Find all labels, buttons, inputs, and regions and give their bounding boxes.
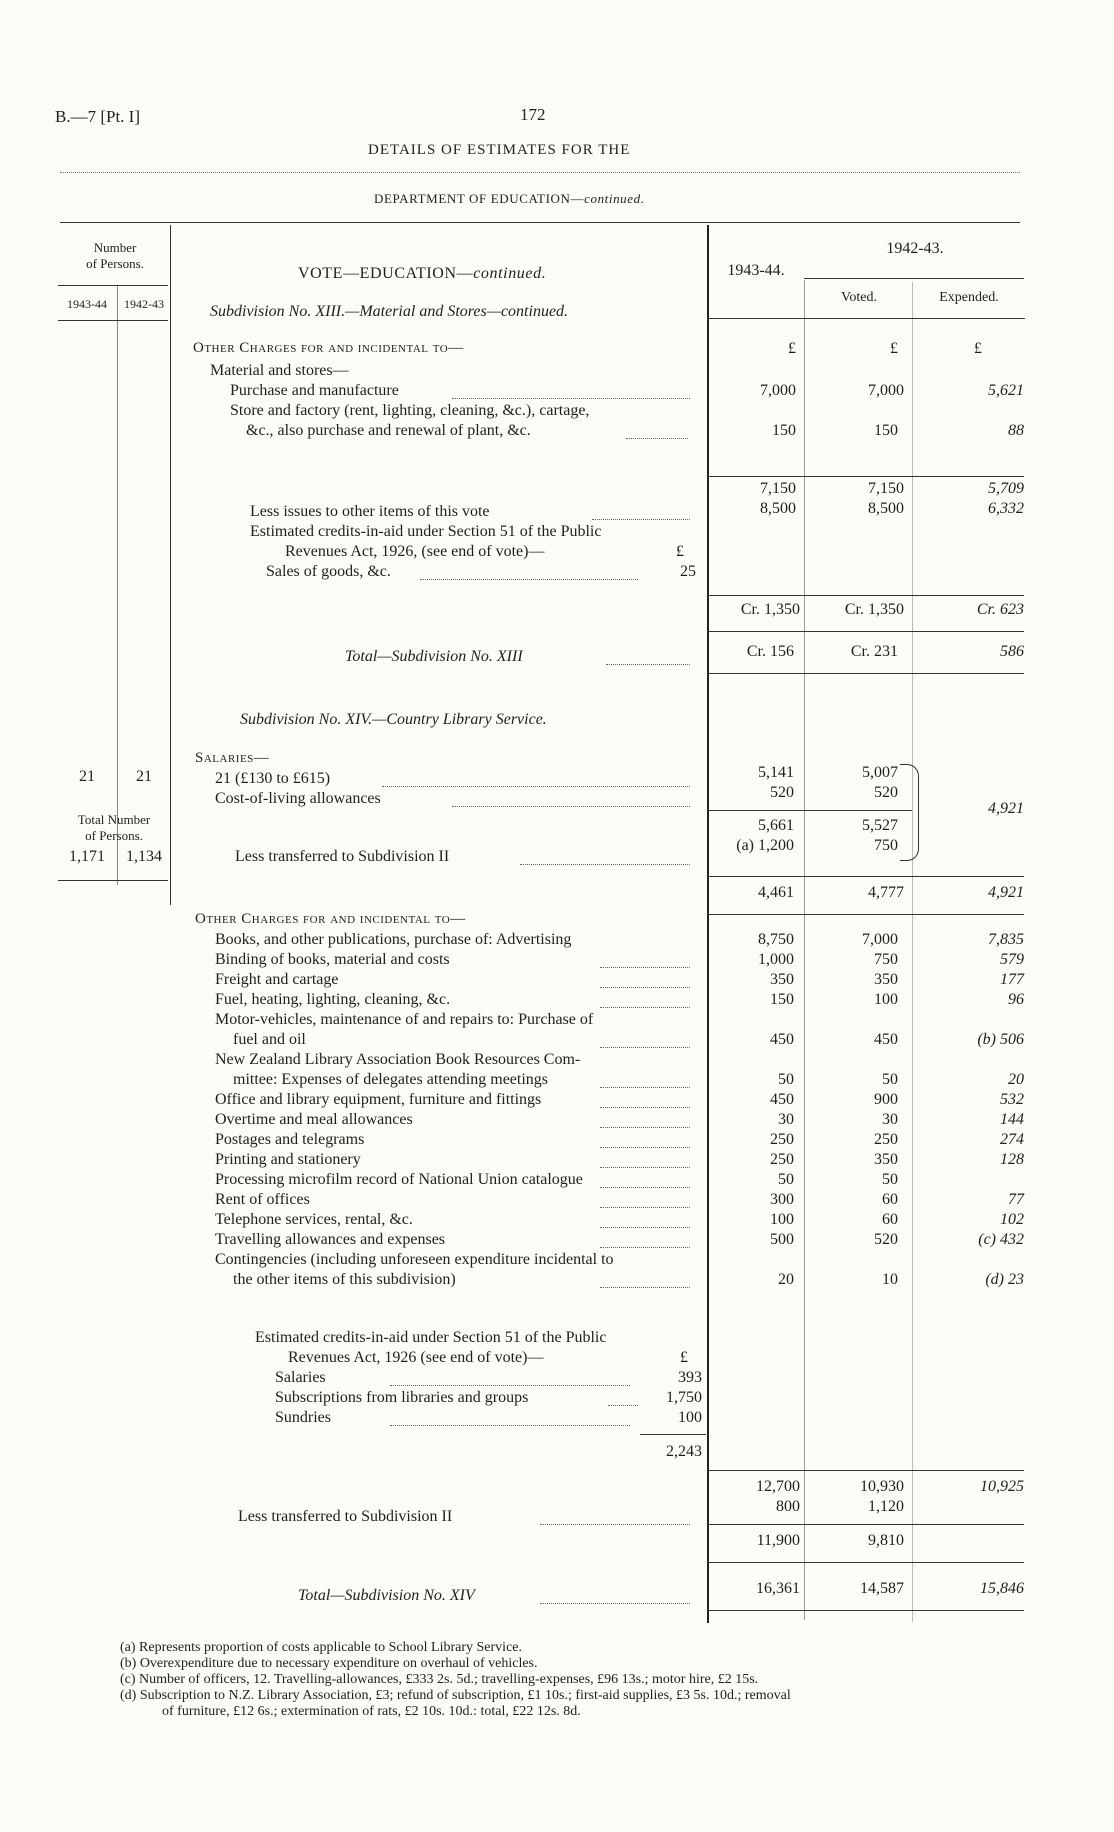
item-amount-expended: 274 (1000, 1131, 1024, 1148)
sub14-less-label: Less transferred to Subdivision II (235, 848, 450, 865)
item-amount-voted: 50 (882, 1071, 898, 1088)
item-amount-1943: 20 (778, 1271, 794, 1288)
voted-heading: Voted. (841, 290, 877, 305)
sub14-brace-expended: 4,921 (988, 800, 1024, 817)
footnote-c: (c) Number of officers, 12. Travelling-allowances, £333 2s. 5d.; travelling-expenses, £96 13s.; motor hire, £2 15s. (120, 1672, 759, 1687)
leader-dots (600, 1167, 690, 1168)
item-amount-voted: 520 (874, 1231, 898, 1248)
sub14-sum2-voted: 10,930 (860, 1478, 904, 1495)
sub14-credits-pound: £ (680, 1349, 688, 1366)
sub13-cr-1943: Cr. 1,350 (740, 601, 800, 618)
item-amount-expended: 20 (1008, 1071, 1024, 1088)
sub14-net-1943: 4,461 (758, 884, 794, 901)
item-amount-voted: 900 (874, 1091, 898, 1108)
leader-dots (600, 1207, 690, 1208)
item-label: Telephone services, rental, &c. (215, 1211, 413, 1228)
sub14-col-1943: 520 (770, 784, 794, 801)
sub14-less2-voted: 1,120 (868, 1498, 904, 1515)
leader-dots (390, 1425, 630, 1426)
sub13-less-voted: 8,500 (868, 500, 904, 517)
sub14-salary-sum-1943: 5,661 (758, 817, 794, 834)
leader-dots (600, 1147, 690, 1148)
leader-dots (540, 1603, 690, 1604)
item-amount-voted: 60 (882, 1211, 898, 1228)
item-label: Books, and other publications, purchase of: Advertising (215, 931, 572, 948)
sub14-total-expended: 15,846 (980, 1580, 1024, 1597)
item-amount-voted: 250 (874, 1131, 898, 1148)
sub13-total-bottom-rule (708, 673, 1024, 674)
sub14-credit-item-label: Sundries (275, 1409, 331, 1426)
item-amount-expended: 7,835 (988, 931, 1024, 948)
sub13-sales-amount: 25 (680, 563, 696, 580)
persons-1942: 21 (136, 768, 152, 785)
vote-title: VOTE—EDUCATION— (298, 265, 474, 282)
item-amount-expended: 532 (1000, 1091, 1024, 1108)
sub14-heading: Subdivision No. XIV.—Country Library Service. (240, 711, 547, 728)
department-continued: continued. (584, 191, 645, 206)
sub14-salaries-label: Salaries— (195, 750, 270, 766)
left-total-rule (58, 880, 168, 881)
expended-heading: Expended. (939, 290, 999, 305)
sub13-credits-label-1: Estimated credits-in-aid under Section 51 of the Public (250, 523, 602, 540)
sub13-sum-rule (708, 476, 1024, 477)
item-label-cont: the other items of this subdivision) (233, 1271, 456, 1288)
total-of-persons-label: of Persons. (85, 828, 143, 843)
year-1943-heading: 1943-44. (727, 262, 785, 279)
sub13-less-1943: 8,500 (760, 500, 796, 517)
leader-dots (600, 1047, 690, 1048)
footnote-a: (a) Represents proportion of costs applicable to School Library Service. (120, 1640, 522, 1655)
item-amount-voted: 350 (874, 971, 898, 988)
sub13-sales-label: Sales of goods, &c. (266, 563, 391, 580)
total-persons-1943: 1,171 (69, 848, 105, 865)
sub14-credit-item-amount: 393 (678, 1369, 702, 1386)
total-number-label: Total Number (77, 812, 151, 827)
sub13-pound-1943: £ (788, 340, 796, 357)
vote-heading (298, 265, 546, 283)
leader-dots (520, 864, 690, 865)
leader-dots (600, 1227, 690, 1228)
department-name: DEPARTMENT OF EDUCATION— (374, 191, 585, 206)
item-amount-1943: 30 (778, 1111, 794, 1128)
top-rule (60, 222, 1020, 223)
sub13-purchase-label: Purchase and manufacture (230, 382, 399, 399)
subdivision-13-heading: Subdivision No. XIII.—Material and Stores—continued. (210, 303, 569, 320)
item-amount-expended: 128 (1000, 1151, 1024, 1168)
item-label: Fuel, heating, lighting, cleaning, &c. (215, 991, 451, 1008)
item-amount-voted: 50 (882, 1171, 898, 1188)
item-label: New Zealand Library Association Book Resources Com- (215, 1051, 581, 1068)
item-amount-expended: (c) 432 (978, 1231, 1024, 1248)
sub13-total-label: Total—Subdivision No. XIII (345, 648, 523, 665)
page-number: 172 (520, 105, 546, 124)
page-title: DETAILS OF ESTIMATES FOR THE (368, 142, 631, 158)
leader-dots (390, 1385, 630, 1386)
leader-dots (600, 987, 690, 988)
item-label: Printing and stationery (215, 1151, 361, 1168)
item-amount-expended: 579 (1000, 951, 1024, 968)
sub13-store-1943: 150 (772, 422, 796, 439)
item-amount-expended: 102 (1000, 1211, 1024, 1228)
year-1942-label: 1942-43 (124, 297, 164, 311)
sub13-material-label: Material and stores— (210, 362, 349, 379)
footnote-b: (b) Overexpenditure due to necessary expenditure on overhaul of vehicles. (120, 1656, 538, 1671)
sub13-purchase-voted: 7,000 (868, 382, 904, 399)
credits-total-rule (640, 1434, 706, 1435)
item-label: Office and library equipment, furniture and fittings (215, 1091, 542, 1108)
sub14-salary-line-label: 21 (£130 to £615) (215, 770, 331, 787)
sub13-cr-rule (708, 595, 1024, 596)
item-label-cont: mittee: Expenses of delegates attending meetings (233, 1071, 549, 1088)
year-1942-heading: 1942-43. (886, 240, 944, 257)
item-amount-1943: 450 (770, 1091, 794, 1108)
sub13-sum-expended: 5,709 (988, 480, 1024, 497)
item-amount-1943: 250 (770, 1151, 794, 1168)
item-amount-1943: 350 (770, 971, 794, 988)
sub13-cr-expended: Cr. 623 (976, 601, 1024, 618)
year-1943-label: 1943-44 (67, 297, 107, 311)
sub14-credits-total: 2,243 (666, 1443, 702, 1460)
sub14-total-label: Total—Subdivision No. XIV (298, 1587, 475, 1604)
item-amount-voted: 750 (874, 951, 898, 968)
year-col-divider (117, 285, 118, 885)
item-label: Postages and telegrams (215, 1131, 365, 1148)
item-amount-1943: 150 (770, 991, 794, 1008)
sub13-less-expended: 6,332 (988, 500, 1024, 517)
sub13-pound-expended: £ (974, 340, 982, 357)
number-label: Number (93, 240, 137, 255)
sub13-total-1943: Cr. 156 (746, 643, 794, 660)
col-head-rule (707, 318, 1025, 319)
footnote-d: (d) Subscription to N.Z. Library Association, £3; refund of subscription, £1 10s.; first-aid supplies, £3 5s. 10d.; removal (120, 1688, 791, 1703)
item-label-cont: fuel and oil (233, 1031, 306, 1048)
amount-col-divider-3 (912, 282, 913, 1622)
item-amount-expended: (d) 23 (985, 1271, 1024, 1288)
item-amount-voted: 60 (882, 1191, 898, 1208)
footnote-d-cont: of furniture, £12 6s.; extermination of rats, £2 10s. 10d.: total, £22 12s. 8d. (162, 1704, 581, 1719)
sub13-other-charges-heading: Other Charges for and incidental to— (193, 340, 464, 356)
persons-1943: 21 (79, 768, 95, 785)
item-label: Travelling allowances and expenses (215, 1231, 446, 1248)
leader-dots (600, 1247, 690, 1248)
item-amount-expended: (b) 506 (977, 1031, 1024, 1048)
sub14-credit-item-amount: 100 (678, 1409, 702, 1426)
header-rule (60, 172, 1020, 173)
sub14-less-1943: (a) 1,200 (736, 837, 794, 854)
item-amount-1943: 250 (770, 1131, 794, 1148)
leader-dots (592, 519, 690, 520)
leader-dots (540, 1524, 690, 1525)
year-head-rule (804, 278, 1024, 279)
sub14-total-rule (708, 1562, 1024, 1563)
sub13-sum-voted: 7,150 (868, 480, 904, 497)
item-amount-expended: 96 (1008, 991, 1024, 1008)
leader-dots (452, 398, 690, 399)
sub14-col-voted: 520 (874, 784, 898, 801)
leader-dots (600, 1127, 690, 1128)
left-col-divider (170, 225, 171, 905)
item-amount-1943: 8,750 (758, 931, 794, 948)
sub14-less2-label: Less transferred to Subdivision II (238, 1508, 453, 1525)
sub14-less2-1943: 800 (776, 1498, 800, 1515)
item-amount-voted: 7,000 (862, 931, 898, 948)
sub14-col-label: Cost-of-living allowances (215, 790, 381, 807)
leader-dots (452, 806, 690, 807)
total-persons-1942: 1,134 (126, 848, 162, 865)
item-amount-1943: 450 (770, 1031, 794, 1048)
item-amount-voted: 10 (882, 1271, 898, 1288)
sub13-purchase-expended: 5,621 (988, 382, 1024, 399)
sub14-total-bottom-rule (708, 1610, 1024, 1611)
vote-continued: continued. (473, 265, 547, 282)
sub14-total-voted: 14,587 (860, 1580, 904, 1597)
item-label: Freight and cartage (215, 971, 339, 988)
item-label: Contingencies (including unforeseen expenditure incidental to (215, 1251, 614, 1268)
item-amount-voted: 350 (874, 1151, 898, 1168)
sub14-other-charges-heading: Other Charges for and incidental to— (195, 911, 466, 927)
department-title (374, 191, 645, 207)
sub14-less-voted: 750 (874, 837, 898, 854)
item-amount-expended: 77 (1008, 1191, 1024, 1208)
item-label: Binding of books, material and costs (215, 951, 450, 968)
leader-dots (420, 579, 638, 580)
sub13-purchase-1943: 7,000 (760, 382, 796, 399)
item-amount-expended: 177 (1000, 971, 1024, 988)
sub13-cr-voted: Cr. 1,350 (844, 601, 904, 618)
sub14-salary-sum-voted: 5,527 (862, 817, 898, 834)
item-label: Processing microfilm record of National Union catalogue (215, 1171, 583, 1188)
sub14-sum2-rule (708, 1470, 1024, 1471)
item-label: Overtime and meal allowances (215, 1111, 413, 1128)
of-persons-label: of Persons. (86, 256, 144, 271)
leader-dots (600, 1287, 690, 1288)
sub13-pound-voted: £ (890, 340, 898, 357)
sub14-net2-rule (708, 1524, 1024, 1525)
sub14-total-1943: 16,361 (756, 1580, 800, 1597)
sub13-store-voted: 150 (874, 422, 898, 439)
item-amount-1943: 100 (770, 1211, 794, 1228)
sub14-credit-item-amount: 1,750 (666, 1389, 702, 1406)
sub14-sum2-1943: 12,700 (756, 1478, 800, 1495)
sub13-total-expended: 586 (1000, 643, 1024, 660)
item-label: Motor-vehicles, maintenance of and repairs to: Purchase of (215, 1011, 594, 1028)
sub14-net-bottom-rule (708, 914, 1024, 915)
leader-dots (600, 1187, 690, 1188)
sub13-total-voted: Cr. 231 (850, 643, 898, 660)
item-amount-voted: 100 (874, 991, 898, 1008)
sub13-credits-label-2: Revenues Act, 1926, (see end of vote)— (285, 543, 545, 560)
sub14-salary-sum-rule (708, 810, 912, 811)
sub14-salary-voted: 5,007 (862, 764, 898, 781)
leader-dots (382, 786, 690, 787)
leader-dots (626, 438, 688, 439)
sub14-net-rule (708, 876, 1024, 877)
sub14-credits-label-2: Revenues Act, 1926 (see end of vote)— (288, 1349, 544, 1366)
sub14-net2-voted: 9,810 (868, 1532, 904, 1549)
item-label: Rent of offices (215, 1191, 310, 1208)
item-amount-1943: 1,000 (758, 951, 794, 968)
sub14-net2-1943: 11,900 (756, 1532, 800, 1549)
sub13-less-issues-label: Less issues to other items of this vote (250, 503, 490, 520)
leader-dots (600, 1007, 690, 1008)
left-head-rule (58, 285, 168, 286)
item-amount-1943: 50 (778, 1171, 794, 1188)
leader-dots (600, 1087, 690, 1088)
sub14-credit-item-label: Salaries (275, 1369, 326, 1386)
item-amount-voted: 30 (882, 1111, 898, 1128)
leader-dots (600, 967, 690, 968)
page-ref: B.—7 [Pt. I] (55, 107, 140, 126)
sub13-total-rule (708, 631, 1024, 632)
item-amount-1943: 500 (770, 1231, 794, 1248)
sub14-credit-item-label: Subscriptions from libraries and groups (275, 1389, 529, 1406)
sub13-sum-1943: 7,150 (760, 480, 796, 497)
leader-dots (600, 1107, 690, 1108)
sub14-salary-1943: 5,141 (758, 764, 794, 781)
left-head-rule-2 (58, 320, 168, 321)
sub14-credits-label-1: Estimated credits-in-aid under Section 51 of the Public (255, 1329, 607, 1346)
item-amount-expended: 144 (1000, 1111, 1024, 1128)
sub13-store-label-1: Store and factory (rent, lighting, cleaning, &c.), cartage, (230, 402, 590, 419)
sub14-sum2-expended: 10,925 (980, 1478, 1024, 1495)
sub14-net-voted: 4,777 (868, 884, 904, 901)
amount-col-divider-2 (804, 280, 805, 1620)
leader-dots (606, 664, 690, 665)
sub13-store-expended: 88 (1008, 422, 1024, 439)
item-amount-voted: 450 (874, 1031, 898, 1048)
sub14-net-expended: 4,921 (988, 884, 1024, 901)
item-amount-1943: 300 (770, 1191, 794, 1208)
sub13-credits-pound: £ (676, 543, 684, 560)
item-amount-1943: 50 (778, 1071, 794, 1088)
sub13-store-label-2: &c., also purchase and renewal of plant, &c. (246, 422, 531, 439)
